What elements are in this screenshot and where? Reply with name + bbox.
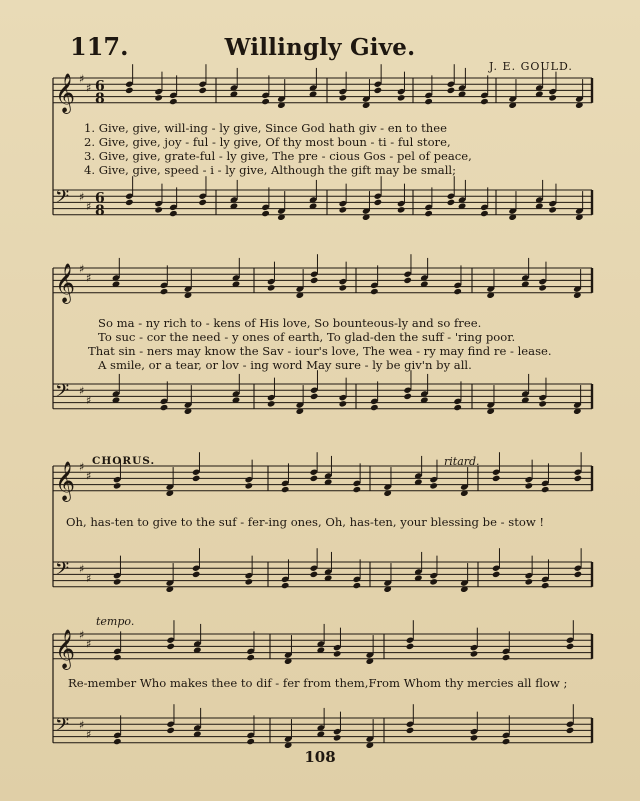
sharp-icon: ♯: [86, 637, 92, 651]
note-head: [447, 199, 456, 206]
note-head: [246, 654, 255, 661]
note-head: [429, 578, 438, 585]
note-head: [541, 486, 550, 493]
sharp-icon: ♯: [79, 384, 85, 398]
sharp-icon: ♯: [79, 460, 85, 474]
note-head: [113, 482, 122, 489]
verse-1-line-1: 1. Give, give, will-ing - ly give, Since God hath giv - en to thee: [84, 121, 447, 135]
verse-2-line-1: 2. Give, give, joy - ful - ly give, Of thy most boun - ti - ful store,: [84, 135, 451, 149]
note-head: [353, 486, 362, 493]
sharp-icon: ♯: [79, 72, 85, 86]
note-head: [397, 206, 406, 213]
note-head: [574, 475, 583, 482]
note-head: [424, 210, 433, 217]
hymn-number: 117.: [70, 32, 129, 61]
note-head: [310, 393, 319, 400]
note-head: [113, 738, 122, 745]
note-head: [198, 199, 207, 206]
note-head: [374, 199, 383, 206]
note-head: [169, 210, 178, 217]
note-head: [502, 654, 511, 661]
note-head: [492, 571, 501, 578]
sharp-icon: ♯: [79, 628, 85, 642]
note-head: [353, 582, 362, 589]
bass-clef-icon: 𝄢: [55, 559, 70, 585]
treble-clef-icon: 𝄞: [55, 73, 76, 114]
note-head: [154, 206, 163, 213]
page-number: 108: [304, 748, 336, 766]
sharp-icon: ♯: [86, 469, 92, 483]
note-head: [245, 482, 254, 489]
note-head: [403, 277, 412, 284]
note-head: [397, 94, 406, 101]
tempo-marking: tempo.: [96, 615, 135, 628]
note-head: [333, 650, 342, 657]
hymn-title: Willingly Give.: [224, 34, 416, 61]
note-head: [339, 400, 348, 407]
note-head: [125, 199, 134, 206]
note-head: [192, 571, 201, 578]
note-head: [470, 650, 479, 657]
note-head: [339, 94, 348, 101]
note-head: [470, 734, 479, 741]
note-head: [538, 284, 547, 291]
verse-2-line-2: To suc - cor the need - y ones of earth, To glad-den the suff - 'ring poor.: [98, 330, 516, 344]
note-head: [538, 400, 547, 407]
sharp-icon: ♯: [86, 393, 92, 407]
verse-3-line-2: That sin - ners may know the Sav - iour's love, The wea - ry may find re - lease.: [88, 344, 552, 358]
note-head: [267, 400, 276, 407]
chorus-line-1: Oh, has-ten to give to the suf - fer-ing ones, Oh, has-ten, your blessing be - stow !: [66, 515, 545, 529]
treble-clef-icon: 𝄞: [55, 461, 76, 502]
note-head: [480, 210, 489, 217]
note-head: [541, 582, 550, 589]
sharp-icon: ♯: [86, 199, 92, 213]
note-head: [429, 482, 438, 489]
note-head: [492, 475, 501, 482]
bass-clef-icon: 𝄢: [55, 715, 70, 741]
note-head: [339, 206, 348, 213]
note-head: [502, 738, 511, 745]
note-head: [403, 393, 412, 400]
note-head: [453, 288, 462, 295]
note-head: [281, 486, 290, 493]
note-head: [574, 571, 583, 578]
time-signature-bottom: 8: [95, 202, 105, 219]
note-head: [370, 404, 379, 411]
sharp-icon: ♯: [86, 81, 92, 95]
note-head: [125, 87, 134, 94]
note-head: [548, 94, 557, 101]
note-head: [406, 643, 415, 650]
note-head: [160, 404, 169, 411]
note-head: [310, 571, 319, 578]
bass-clef-icon: 𝄢: [55, 187, 70, 213]
sharp-icon: ♯: [79, 718, 85, 732]
note-head: [281, 582, 290, 589]
note-head: [169, 98, 178, 105]
note-head: [453, 404, 462, 411]
note-head: [267, 284, 276, 291]
note-head: [370, 288, 379, 295]
note-head: [310, 277, 319, 284]
note-head: [525, 578, 534, 585]
note-head: [333, 734, 342, 741]
note-head: [246, 738, 255, 745]
note-head: [166, 727, 175, 734]
treble-clef-icon: 𝄞: [55, 629, 76, 670]
treble-clef-icon: 𝄞: [55, 263, 76, 304]
verse-4-line-2: A smile, or a tear, or lov - ing word May sure - ly be giv'n by all.: [98, 358, 472, 372]
time-signature-top: 6: [95, 78, 105, 95]
note-head: [525, 482, 534, 489]
note-head: [160, 288, 169, 295]
note-head: [447, 87, 456, 94]
note-head: [566, 727, 575, 734]
sharp-icon: ♯: [86, 727, 92, 741]
note-head: [154, 94, 163, 101]
note-head: [113, 578, 122, 585]
chorus-line-2: Re-member Who makes thee to dif - fer from them,From Whom thy mercies all flow ;: [68, 676, 568, 690]
verse-4-line-1: 4. Give, give, speed - i - ly give, Although the gift may be small;: [84, 163, 457, 177]
note-head: [192, 475, 201, 482]
note-head: [198, 87, 207, 94]
verse-1-line-2: So ma - ny rich to - kens of His love, So bounteous-ly and so free.: [98, 316, 482, 330]
note-head: [480, 98, 489, 105]
note-head: [566, 643, 575, 650]
verse-3-line-1: 3. Give, give, grate-ful - ly give, The pre - cious Gos - pel of peace,: [84, 149, 472, 163]
note-head: [245, 578, 254, 585]
note-head: [310, 475, 319, 482]
note-head: [548, 206, 557, 213]
note-head: [406, 727, 415, 734]
composer-credit: J. E. GOULD.: [489, 60, 573, 73]
sharp-icon: ♯: [86, 571, 92, 585]
note-head: [261, 210, 270, 217]
note-head: [113, 654, 122, 661]
note-head: [261, 98, 270, 105]
time-signature-bottom: 8: [95, 90, 105, 107]
note-head: [339, 284, 348, 291]
sharp-icon: ♯: [79, 262, 85, 276]
bass-clef-icon: 𝄢: [55, 381, 70, 407]
time-signature-top: 6: [95, 190, 105, 207]
note-head: [166, 643, 175, 650]
sharp-icon: ♯: [79, 562, 85, 576]
sharp-icon: ♯: [86, 271, 92, 285]
ritard-marking: ritard.: [444, 455, 480, 468]
note-head: [374, 87, 383, 94]
note-head: [424, 98, 433, 105]
sharp-icon: ♯: [79, 190, 85, 204]
chorus-label: CHORUS.: [92, 455, 156, 467]
